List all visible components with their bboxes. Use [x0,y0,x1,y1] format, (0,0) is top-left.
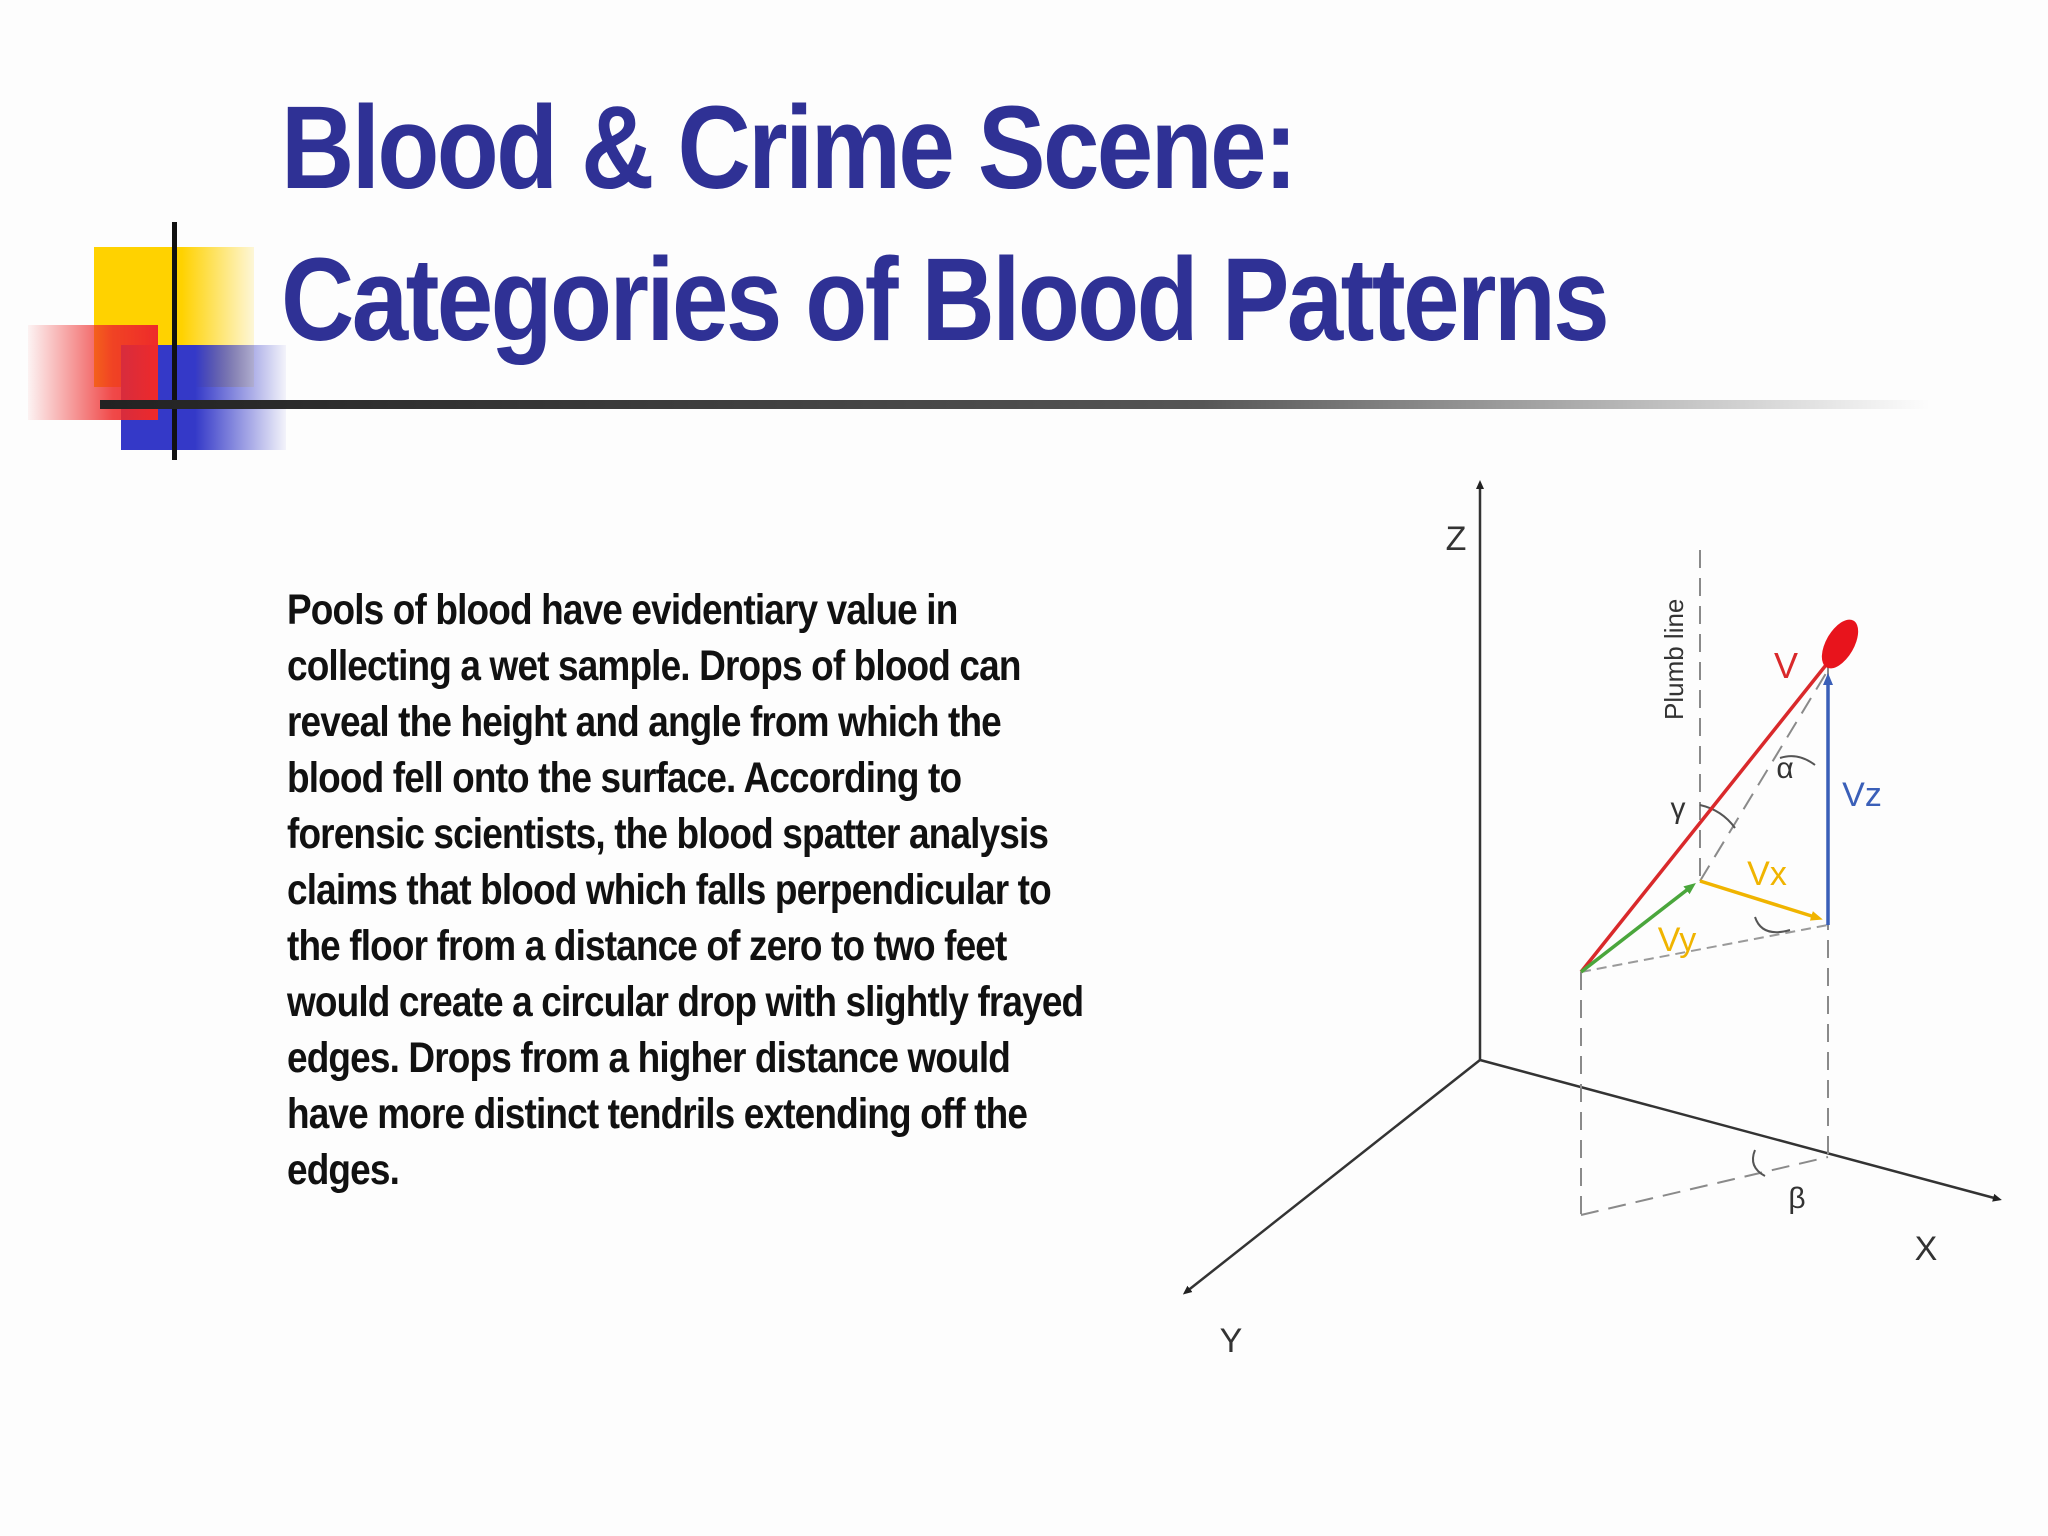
z-axis-label: Z [1445,520,1467,558]
gamma-label: γ [1670,792,1686,825]
title-underline-rule [100,400,1930,409]
x-axis-label: X [1914,1230,1938,1268]
vx-arc [1755,917,1790,932]
v-vector [1581,660,1830,972]
y-axis-label: Y [1219,1322,1243,1360]
alpha-guide [1700,670,1828,881]
vx-vy-base-line [1581,925,1828,972]
deco-vertical-rule [172,222,177,460]
vy-label: Vy [1657,921,1697,959]
title-line-2: Categories of Blood Patterns [281,234,1608,366]
slide-title [281,72,1743,376]
beta-arc [1753,1150,1765,1176]
vx-label: Vx [1747,855,1787,893]
body-paragraph: Pools of blood have evidentiary value in collecting a wet sample. Drops of blood can reveal the height and angle from which the blood fell onto the surface. According to forensic scientists, the blood spatter analysis claims that blood which falls perpendicular to the floor from a distance of zero to two feet would create a circular drop with slightly frayed edges. Drops from a higher distance would have more distinct tendrils extending off the edges. [287,586,1084,1194]
v-label: V [1773,645,1799,686]
vz-label: Vz [1842,776,1882,814]
alpha-label: α [1776,752,1794,785]
blood-drop [1814,614,1865,675]
trajectory-diagram [1150,470,2030,1390]
beta-label: β [1788,1182,1806,1215]
plumb-line-label: Plumb line [1659,598,1689,720]
x-axis [1480,1060,1998,1199]
y-axis [1186,1060,1480,1292]
title-line-1: Blood & Crime Scene: [281,82,1296,214]
